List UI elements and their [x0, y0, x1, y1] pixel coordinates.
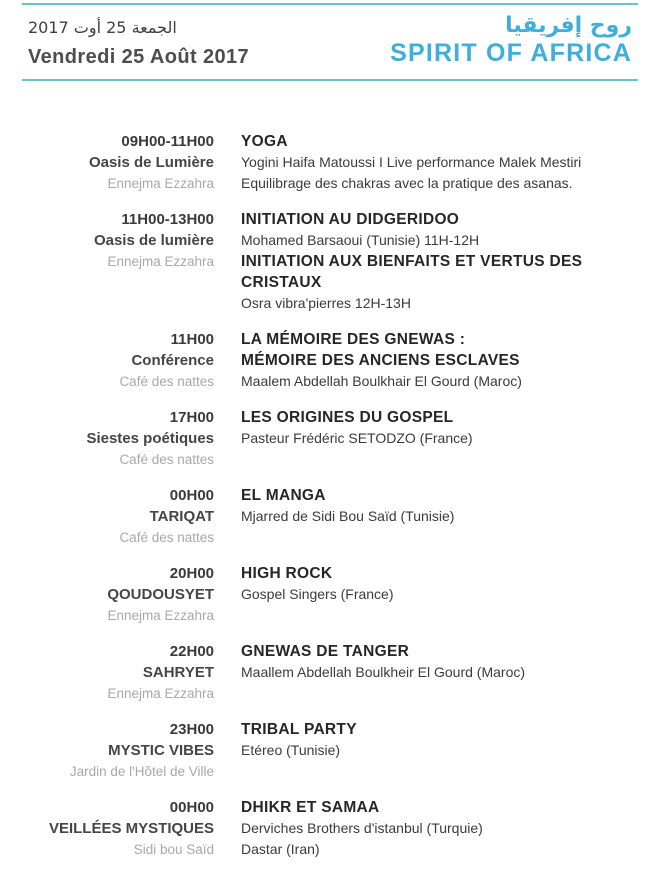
event-location: Ennejma Ezzahra: [107, 176, 214, 191]
event-title: GNEWAS DE TANGER: [241, 643, 410, 660]
program-page: [0, 3, 660, 873]
date-french: Vendredi 25 Août 2017: [28, 46, 250, 68]
event-location: Ennejma Ezzahra: [107, 608, 214, 623]
event-title: TRIBAL PARTY: [241, 721, 357, 738]
event-row: [0, 641, 660, 704]
event-row: [0, 209, 660, 314]
event-content: [241, 209, 660, 314]
header: [22, 5, 638, 79]
event-venue: Oasis de lumière: [93, 232, 214, 249]
event-venue: MYSTIC VIBES: [108, 742, 214, 759]
event-title: HIGH ROCK: [241, 565, 333, 582]
event-venue: Oasis de Lumière: [88, 154, 214, 171]
event-content: [241, 641, 660, 704]
event-time: 11H00-13H00: [121, 211, 214, 228]
date-arabic: الجمعة 25 أوت 2017: [28, 18, 177, 37]
event-time: 23H00: [169, 721, 214, 738]
event-row: [0, 485, 660, 548]
event-detail: Gospel Singers (France): [241, 586, 394, 602]
festival-title-english: SPIRIT OF AFRICA: [390, 39, 632, 67]
event-time: 11H00: [170, 331, 214, 348]
event-content: [241, 563, 660, 626]
event-row: [0, 131, 660, 194]
event-meta: [0, 485, 214, 548]
event-content: [241, 719, 660, 782]
header-titles: [390, 13, 632, 68]
event-location: Sidi bou Saïd: [133, 842, 214, 857]
event-content: [241, 485, 660, 548]
event-detail: Mohamed Barsaoui (Tunisie) 11H-12H: [241, 232, 480, 248]
event-venue: VEILLÉES MYSTIQUES: [48, 820, 214, 837]
event-location: Jardin de l'Hôtel de Ville: [69, 764, 214, 779]
event-meta: [0, 407, 214, 470]
event-meta: [0, 797, 214, 860]
event-detail: Maalem Abdellah Boulkhair El Gourd (Maroc): [241, 373, 522, 389]
event-title: INITIATION AUX BIENFAITS ET VERTUS DES CRISTAUX: [241, 253, 583, 291]
event-content: [241, 407, 660, 470]
event-content: [241, 329, 660, 392]
event-time: 00H00: [169, 487, 214, 504]
festival-title-arabic: روح إفريقيا: [505, 13, 632, 38]
event-title: EL MANGA: [241, 487, 326, 504]
event-detail: Osra vibra'pierres 12H-13H: [241, 295, 411, 311]
event-title: LA MÉMOIRE DES GNEWAS :: [241, 331, 466, 348]
header-dates: [28, 13, 249, 69]
event-venue: QOUDOUSYET: [107, 586, 214, 603]
event-detail: Derviches Brothers d'istanbul (Turquie): [241, 820, 483, 836]
event-detail: Dastar (Iran): [241, 841, 320, 857]
event-title: MÉMOIRE DES ANCIENS ESCLAVES: [241, 352, 520, 369]
event-location: Ennejma Ezzahra: [107, 686, 214, 701]
event-row: [0, 797, 660, 860]
event-title: LES ORIGINES DU GOSPEL: [241, 409, 454, 426]
event-content: [241, 797, 660, 860]
event-title: INITIATION AU DIDGERIDOO: [241, 211, 460, 228]
event-time: 22H00: [169, 643, 214, 660]
event-detail: Etéreo (Tunisie): [241, 742, 341, 758]
schedule: [0, 81, 660, 860]
event-meta: [0, 641, 214, 704]
event-row: [0, 563, 660, 626]
event-location: Café des nattes: [119, 530, 214, 545]
event-meta: [0, 131, 214, 194]
event-venue: SAHRYET: [142, 664, 214, 681]
event-detail: Mjarred de Sidi Bou Saïd (Tunisie): [241, 508, 455, 524]
event-detail: Maallem Abdellah Boulkheir El Gourd (Maroc): [241, 664, 526, 680]
event-time: 17H00: [169, 409, 214, 426]
event-meta: [0, 563, 214, 626]
event-row: [0, 407, 660, 470]
event-time: 20H00: [169, 565, 214, 582]
event-meta: [0, 329, 214, 392]
event-content: [241, 131, 660, 194]
event-time: 09H00-11H00: [121, 133, 214, 150]
event-detail: Yogini Haifa Matoussi I Live performance Malek Mestiri: [241, 154, 582, 170]
event-location: Ennejma Ezzahra: [107, 254, 214, 269]
event-detail: Pasteur Frédéric SETODZO (France): [241, 430, 473, 446]
event-venue: Conférence: [131, 352, 214, 369]
event-meta: [0, 209, 214, 314]
event-meta: [0, 719, 214, 782]
event-time: 00H00: [169, 799, 214, 816]
event-detail: Equilibrage des chakras avec la pratique des asanas.: [241, 175, 573, 191]
event-location: Café des nattes: [119, 374, 214, 389]
event-row: [0, 719, 660, 782]
event-venue: Siestes poétiques: [86, 430, 214, 447]
event-title: YOGA: [241, 133, 288, 150]
event-location: Café des nattes: [119, 452, 214, 467]
event-title: DHIKR ET SAMAA: [241, 799, 380, 816]
event-venue: TARIQAT: [149, 508, 214, 525]
event-row: [0, 329, 660, 392]
